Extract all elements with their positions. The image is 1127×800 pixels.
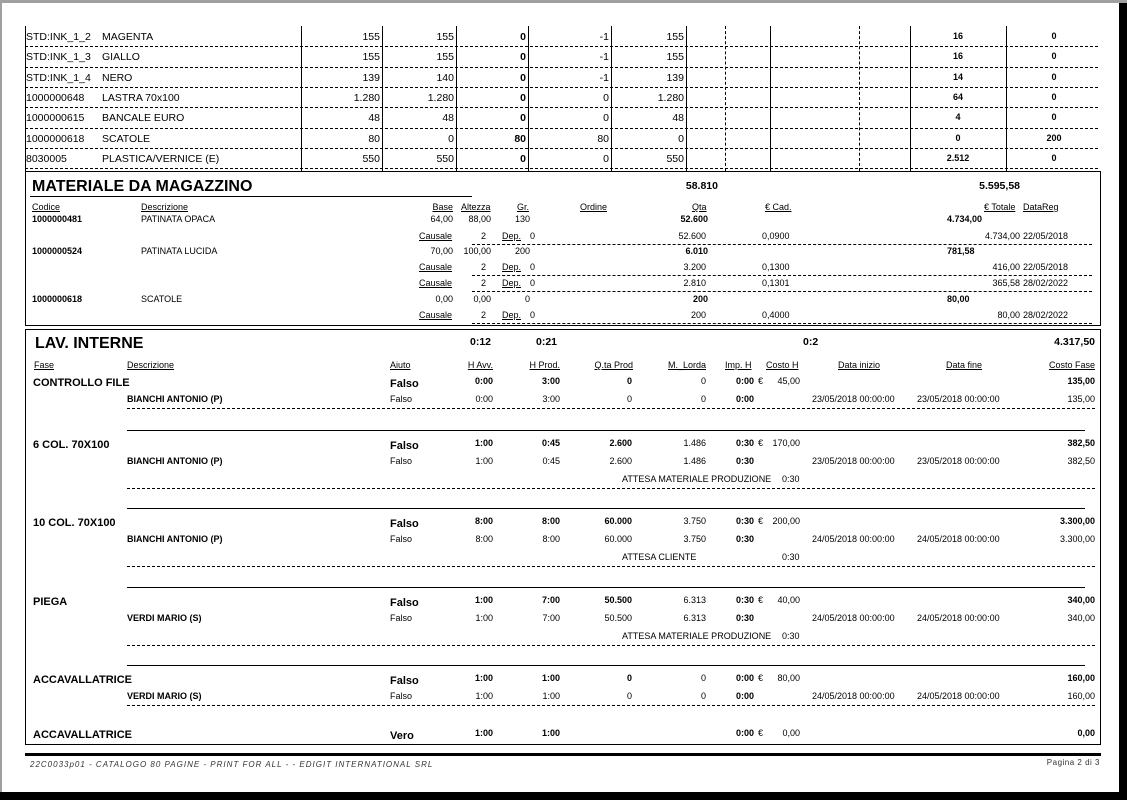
line-separator [472, 244, 1092, 245]
line-separator [472, 323, 1092, 324]
phase-costo: 382,50 [1067, 438, 1095, 448]
row-value-4: 80 [597, 132, 609, 145]
lav-header-havv: H Avv. [467, 360, 493, 370]
operator-costo: 160,00 [1067, 691, 1095, 701]
phase-havv: 0:00 [474, 376, 493, 386]
row-value-7: 200 [1046, 132, 1062, 143]
page-shadow-bottom [0, 792, 1127, 800]
row-value-3: 0 [520, 51, 526, 64]
lav-header-hprod: H Prod. [529, 360, 560, 370]
row-description: GIALLO [102, 51, 140, 64]
phase-havv: 8:00 [474, 516, 493, 526]
item-totale: 80,00 [947, 294, 970, 304]
phase-hprod: 1:00 [541, 673, 560, 683]
row-value-6: 2.512 [946, 152, 970, 163]
row-separator [25, 67, 1098, 68]
line-separator [472, 291, 1092, 292]
operator-qta: 2.600 [609, 456, 632, 466]
row-value-1: 139 [362, 71, 380, 84]
row-value-4: 0 [603, 112, 609, 125]
operator-data-inizio: 23/05/2018 00:00:00 [812, 394, 895, 404]
lav-header-descrizione: Descrizione [127, 360, 175, 370]
line-separator [472, 275, 1092, 276]
row-separator [25, 107, 1098, 108]
operator-aiuto: Falso [390, 394, 413, 404]
item-qta: 200 [692, 294, 708, 304]
operator-havv: 1:00 [475, 613, 493, 623]
dep-label: Dep. [502, 310, 522, 320]
phase-imp: 0:30 [735, 595, 754, 605]
column-divider-dashed [859, 26, 860, 171]
row-value-6: 0 [955, 132, 961, 143]
phase-note-text: ATTESA MATERIALE PRODUZIONE [622, 631, 772, 641]
currency-symbol: € [758, 376, 764, 386]
operator-hprod: 1:00 [542, 691, 560, 701]
phase-costo: 340,00 [1067, 595, 1095, 605]
operator-data-fine: 23/05/2018 00:00:00 [917, 394, 1000, 404]
lav-header-lorda: M._Lorda [667, 360, 706, 370]
lav-header-imp: Imp. H [725, 360, 752, 370]
item-code: 1000000524 [32, 246, 83, 256]
phase-lorda: 0 [700, 673, 706, 683]
row-value-2: 48 [442, 112, 454, 125]
operator-hprod: 8:00 [542, 534, 560, 544]
row-separator [25, 46, 1098, 47]
line-qta: 52.600 [678, 231, 706, 241]
phase-note-time: 0:30 [782, 552, 800, 562]
row-value-2: 550 [436, 152, 454, 165]
page-frame-left [0, 0, 2, 800]
item-totale: 4.734,00 [947, 214, 983, 224]
phase-costo: 135,00 [1067, 376, 1095, 386]
line-date: 22/05/2018 [1023, 231, 1069, 241]
row-value-6: 16 [952, 51, 963, 62]
currency-symbol: € [758, 516, 764, 526]
col-header-datareg: DataReg [1023, 202, 1059, 212]
phase-imp: 0:00 [735, 673, 754, 683]
causale-label: Causale [419, 278, 453, 288]
operator-data-inizio: 24/05/2018 00:00:00 [812, 613, 895, 623]
item-code: 1000000481 [32, 214, 83, 224]
operator-costo: 3.300,00 [1059, 534, 1095, 544]
col-header-ordine: Ordine [580, 202, 608, 212]
line-dep: 0 [530, 310, 536, 320]
item-gr: 130 [514, 214, 530, 224]
phase-costo: 160,00 [1067, 673, 1095, 683]
currency-symbol: € [758, 728, 764, 738]
phase-name: PIEGA [33, 596, 68, 608]
phase-aiuto: Falso [390, 440, 419, 452]
lav-total-havv: 0:12 [470, 336, 492, 348]
phase-lorda: 0 [700, 376, 706, 386]
operator-hprod: 0:45 [542, 456, 560, 466]
lav-header-qta: Q.ta Prod [594, 360, 633, 370]
line-cad: 0,1300 [762, 262, 790, 272]
operator-costo: 135,00 [1067, 394, 1095, 404]
dep-label: Dep. [502, 278, 522, 288]
row-value-2: 140 [436, 71, 454, 84]
operator-costo: 382,50 [1067, 456, 1095, 466]
page-shadow-right [1119, 3, 1127, 800]
operator-aiuto: Falso [390, 456, 413, 466]
row-value-4: -1 [599, 31, 609, 43]
operator-lorda: 3.750 [683, 534, 706, 544]
row-value-6: 14 [952, 71, 963, 82]
operator-aiuto: Falso [390, 691, 413, 701]
col-header-base: Base [432, 202, 453, 212]
col-header-codice: Codice [32, 202, 61, 212]
item-description: PATINATA OPACA [141, 214, 216, 224]
phase-aiuto: Falso [390, 597, 419, 609]
item-altezza: 100,00 [463, 246, 491, 256]
row-value-2: 0 [448, 132, 454, 145]
operator-qta: 0 [626, 691, 632, 701]
phase-imp: 0:30 [735, 438, 754, 448]
line-date: 28/02/2022 [1023, 278, 1069, 288]
row-value-4: -1 [599, 71, 609, 84]
phase-separator [127, 508, 1085, 509]
phase-imp: 0:00 [735, 728, 754, 738]
line-totale: 365,58 [992, 278, 1020, 288]
line-qta: 200 [690, 310, 706, 320]
page-frame-top [0, 0, 1127, 3]
phase-costoh: 0,00 [782, 728, 800, 738]
phase-name: CONTROLLO FILE [33, 377, 130, 389]
line-dep: 0 [530, 278, 536, 288]
line-qta: 3.200 [683, 262, 706, 272]
operator-imp: 0:00 [735, 691, 754, 701]
operator-separator [127, 645, 1095, 646]
phase-hprod: 0:45 [541, 438, 560, 448]
phase-separator [127, 665, 1085, 666]
row-value-2: 1.280 [427, 91, 454, 104]
row-code: STD:INK_1_4 [26, 71, 91, 84]
phase-hprod: 8:00 [541, 516, 560, 526]
column-divider [770, 26, 771, 171]
row-code: 1000000615 [26, 112, 85, 125]
line-date: 22/05/2018 [1023, 262, 1069, 272]
lav-total-imp: 0:2 [803, 336, 819, 348]
operator-hprod: 3:00 [542, 394, 560, 404]
row-description: NERO [102, 71, 133, 84]
row-separator [25, 168, 1098, 169]
row-value-5: 155 [666, 31, 684, 43]
item-qta: 6.010 [685, 246, 708, 256]
phase-lorda: 3.750 [683, 516, 706, 526]
operator-name: BIANCHI ANTONIO (P) [127, 456, 223, 466]
col-header-descrizione: Descrizione [141, 202, 189, 212]
row-code: STD:INK_1_3 [26, 51, 91, 64]
row-separator [25, 148, 1098, 149]
phase-qta: 50.500 [604, 595, 632, 605]
operator-name: BIANCHI ANTONIO (P) [127, 394, 223, 404]
operator-aiuto: Falso [390, 534, 413, 544]
phase-hprod: 7:00 [541, 595, 560, 605]
phase-qta: 0 [626, 673, 632, 683]
phase-costoh: 170,00 [772, 438, 800, 448]
dep-label: Dep. [502, 231, 522, 241]
phase-qta: 0 [626, 376, 632, 386]
line-causale: 2 [480, 310, 486, 320]
phase-aiuto: Vero [390, 730, 414, 742]
causale-label: Causale [419, 310, 453, 320]
column-divider-dashed [725, 26, 726, 171]
phase-aiuto: Falso [390, 518, 419, 530]
row-value-3: 0 [520, 112, 526, 125]
row-value-4: 0 [603, 91, 609, 104]
row-description: BANCALE EURO [102, 112, 185, 125]
row-value-4: -1 [599, 51, 609, 64]
currency-symbol: € [758, 673, 764, 683]
lav-header-fine: Data fine [946, 360, 983, 370]
row-code: 1000000618 [26, 132, 85, 145]
item-totale: 781,58 [947, 246, 975, 256]
operator-imp: 0:00 [735, 394, 754, 404]
operator-data-fine: 24/05/2018 00:00:00 [917, 691, 1000, 701]
line-cad: 0,1301 [762, 278, 790, 288]
row-value-2: 155 [436, 51, 454, 64]
lav-header-fase: Fase [34, 360, 55, 370]
operator-data-inizio: 23/05/2018 00:00:00 [812, 456, 895, 466]
phase-qta: 60.000 [604, 516, 632, 526]
row-value-5: 0 [678, 132, 684, 145]
row-value-1: 80 [368, 132, 380, 145]
phase-note-text: ATTESA MATERIALE PRODUZIONE [622, 474, 772, 484]
operator-lorda: 0 [700, 394, 706, 404]
currency-symbol: € [758, 438, 764, 448]
operator-data-inizio: 24/05/2018 00:00:00 [812, 534, 895, 544]
item-description: SCATOLE [141, 294, 183, 304]
operator-data-fine: 23/05/2018 00:00:00 [917, 456, 1000, 466]
operator-qta: 0 [626, 394, 632, 404]
operator-qta: 60.000 [604, 534, 632, 544]
phase-havv: 1:00 [474, 673, 493, 683]
operator-qta: 50.500 [604, 613, 632, 623]
row-description: SCATOLE [102, 132, 151, 145]
row-value-4: 0 [603, 152, 609, 165]
row-value-7: 0 [1051, 51, 1057, 62]
row-value-3: 0 [520, 91, 526, 104]
phase-separator [127, 587, 1085, 588]
phase-hprod: 1:00 [541, 728, 560, 738]
phase-aiuto: Falso [390, 675, 419, 687]
row-separator [25, 128, 1098, 129]
phase-name: 6 COL. 70X100 [33, 439, 110, 451]
line-totale: 4.734,00 [984, 231, 1020, 241]
operator-name: VERDI MARIO (S) [127, 691, 202, 701]
row-value-7: 0 [1051, 91, 1057, 102]
lav-header-aiuto: Aiuto [390, 360, 411, 370]
phase-costoh: 200,00 [772, 516, 800, 526]
row-value-1: 1.280 [353, 91, 380, 104]
row-value-2: 155 [436, 31, 454, 43]
operator-data-fine: 24/05/2018 00:00:00 [917, 534, 1000, 544]
col-header-qta: Qta [692, 202, 707, 212]
currency-symbol: € [758, 595, 764, 605]
lav-header-costofase: Costo Fase [1048, 360, 1095, 370]
phase-name: ACCAVALLATRICE [33, 674, 132, 686]
footer-job-info: 22C0033p01 - CATALOGO 80 PAGINE - PRINT FOR ALL - - EDIGIT INTERNATIONAL SRL [30, 760, 434, 769]
dep-label: Dep. [502, 262, 522, 272]
operator-imp: 0:30 [735, 534, 754, 544]
item-base: 64,00 [430, 214, 453, 224]
col-header-totale: € Totale [984, 202, 1016, 212]
operator-costo: 340,00 [1067, 613, 1095, 623]
col-header-gr: Gr. [517, 202, 530, 212]
lav-total-hprod: 0:21 [536, 336, 558, 348]
item-altezza: 0,00 [473, 294, 491, 304]
line-date: 28/02/2022 [1023, 310, 1069, 320]
row-value-3: 0 [520, 71, 526, 84]
operator-havv: 1:00 [475, 456, 493, 466]
causale-label: Causale [419, 231, 453, 241]
phase-qta: 2.600 [609, 438, 632, 448]
line-totale: 416,00 [992, 262, 1020, 272]
causale-label: Causale [419, 262, 453, 272]
row-code: 8030005 [26, 152, 67, 165]
row-value-5: 1.280 [657, 91, 684, 104]
operator-name: BIANCHI ANTONIO (P) [127, 534, 223, 544]
item-base: 0,00 [435, 294, 453, 304]
line-dep: 0 [530, 262, 536, 272]
row-value-3: 0 [520, 152, 526, 165]
item-description: PATINATA LUCIDA [141, 246, 218, 256]
lav-total-cost: 4.317,50 [1054, 336, 1095, 348]
col-header-cad: € Cad. [765, 202, 792, 212]
item-qta: 52.600 [680, 214, 708, 224]
footer-rule [25, 753, 1101, 756]
row-value-5: 48 [672, 112, 684, 125]
row-value-1: 48 [368, 112, 380, 125]
phase-havv: 1:00 [474, 438, 493, 448]
operator-separator [127, 488, 1095, 489]
operator-lorda: 6.313 [683, 613, 706, 623]
lav-header-costoh: Costo H [766, 360, 799, 370]
footer-page-number: Pagina 2 di 3 [1046, 758, 1100, 767]
phase-costoh: 80,00 [777, 673, 800, 683]
phase-costo: 0,00 [1077, 728, 1095, 738]
operator-name: VERDI MARIO (S) [127, 613, 202, 623]
line-qta: 2.810 [683, 278, 706, 288]
operator-havv: 1:00 [475, 691, 493, 701]
line-causale: 2 [480, 262, 486, 272]
item-altezza: 88,00 [468, 214, 491, 224]
phase-costoh: 40,00 [777, 595, 800, 605]
row-value-5: 155 [666, 51, 684, 64]
operator-havv: 0:00 [475, 394, 493, 404]
line-dep: 0 [530, 231, 536, 241]
magazzino-total-qty: 58.810 [685, 180, 718, 192]
phase-costoh: 45,00 [777, 376, 800, 386]
row-separator [25, 87, 1098, 88]
column-divider [686, 26, 687, 171]
phase-imp: 0:00 [735, 376, 754, 386]
col-header-altezza: Altezza [461, 202, 491, 212]
operator-data-inizio: 24/05/2018 00:00:00 [812, 691, 895, 701]
operator-separator [127, 566, 1095, 567]
operator-separator [127, 408, 1095, 409]
row-value-7: 0 [1051, 71, 1057, 82]
magazzino-title-rule [30, 196, 472, 197]
phase-name: ACCAVALLATRICE [33, 729, 132, 741]
row-description: LASTRA 70x100 [102, 91, 180, 104]
operator-data-fine: 24/05/2018 00:00:00 [917, 613, 1000, 623]
lav-interne-title: LAV. INTERNE [35, 335, 144, 352]
row-value-3: 0 [520, 31, 526, 43]
phase-lorda: 1.486 [683, 438, 706, 448]
line-totale: 80,00 [997, 310, 1020, 320]
row-value-6: 16 [952, 31, 963, 41]
phase-hprod: 3:00 [541, 376, 560, 386]
phase-aiuto: Falso [390, 378, 419, 390]
row-value-1: 155 [362, 31, 380, 43]
row-value-6: 4 [955, 112, 961, 123]
phase-costo: 3.300,00 [1059, 516, 1095, 526]
row-value-7: 0 [1051, 152, 1057, 163]
item-code: 1000000618 [32, 294, 83, 304]
operator-lorda: 1.486 [683, 456, 706, 466]
row-value-3: 80 [514, 132, 526, 145]
operator-hprod: 7:00 [542, 613, 560, 623]
phase-note-time: 0:30 [782, 631, 800, 641]
operator-aiuto: Falso [390, 613, 413, 623]
row-description: PLASTICA/VERNICE (E) [102, 152, 220, 165]
operator-havv: 8:00 [475, 534, 493, 544]
row-description: MAGENTA [102, 31, 154, 43]
row-value-1: 550 [362, 152, 380, 165]
phase-separator [127, 430, 1085, 431]
phase-imp: 0:30 [735, 516, 754, 526]
phase-havv: 1:00 [474, 595, 493, 605]
operator-imp: 0:30 [735, 456, 754, 466]
row-value-7: 0 [1051, 112, 1057, 123]
row-code: 1000000648 [26, 91, 85, 104]
row-value-6: 64 [952, 91, 963, 102]
phase-havv: 1:00 [474, 728, 493, 738]
operator-lorda: 0 [700, 691, 706, 701]
phase-note-text: ATTESA CLIENTE [622, 552, 697, 562]
row-value-5: 550 [666, 152, 684, 165]
row-value-7: 0 [1051, 31, 1057, 41]
row-code: STD:INK_1_2 [26, 31, 91, 43]
phase-note-time: 0:30 [782, 474, 800, 484]
line-cad: 0,0900 [762, 231, 790, 241]
item-gr: 0 [524, 294, 530, 304]
line-causale: 2 [480, 278, 486, 288]
phase-lorda: 6.313 [683, 595, 706, 605]
row-value-5: 139 [666, 71, 684, 84]
operator-imp: 0:30 [735, 613, 754, 623]
item-gr: 200 [514, 246, 530, 256]
magazzino-total-eur: 5.595,58 [979, 180, 1020, 192]
magazzino-title: MATERIALE DA MAGAZZINO [32, 178, 253, 195]
line-causale: 2 [480, 231, 486, 241]
operator-separator [127, 705, 1095, 706]
lav-header-inizio: Data inizio [838, 360, 881, 370]
row-value-1: 155 [362, 51, 380, 64]
line-cad: 0,4000 [762, 310, 790, 320]
phase-name: 10 COL. 70X100 [33, 517, 116, 529]
item-base: 70,00 [430, 246, 453, 256]
